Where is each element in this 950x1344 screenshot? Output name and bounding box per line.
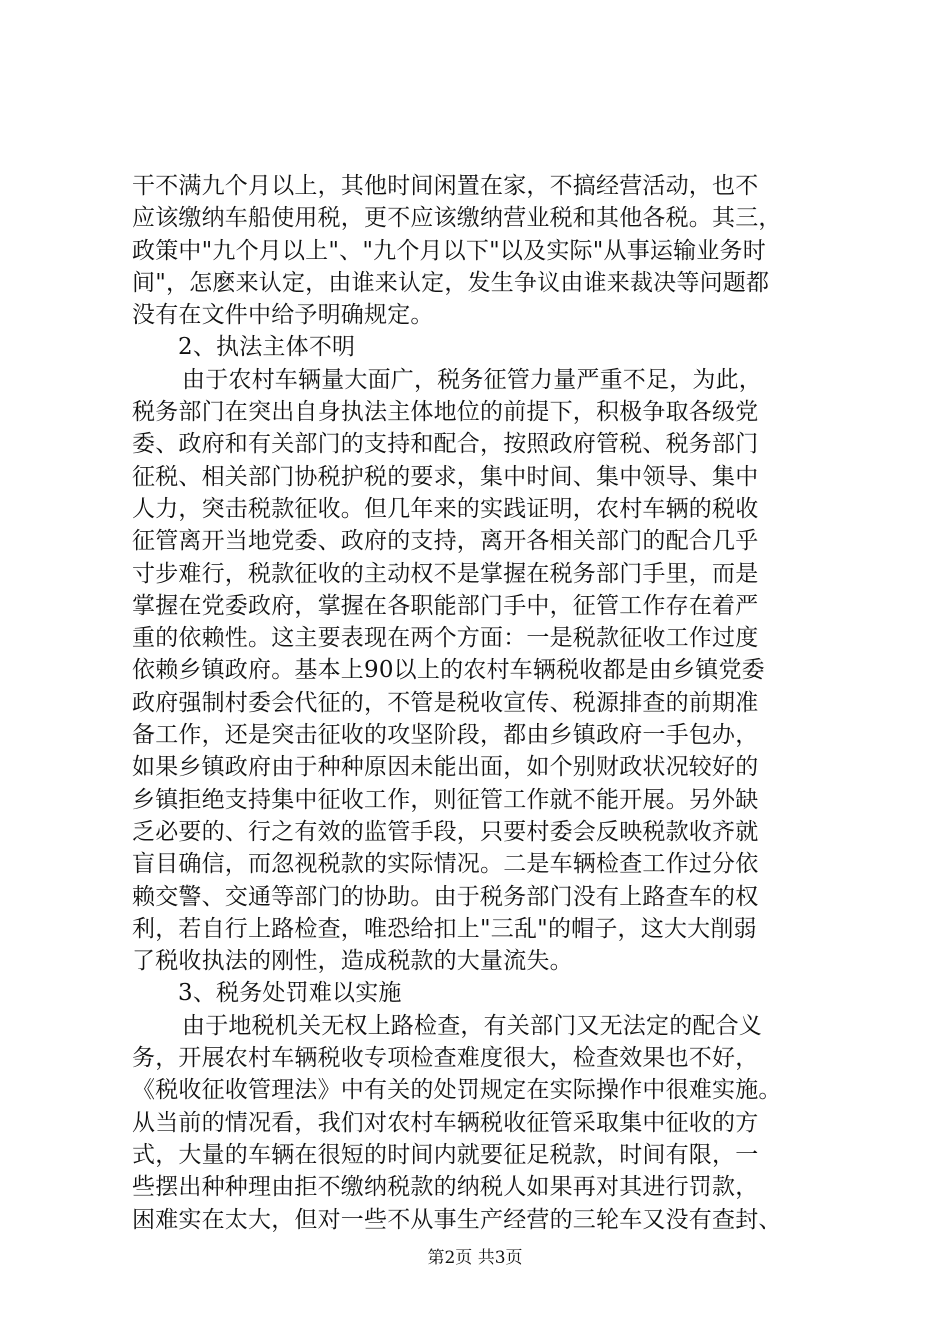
- paragraph-line: 乡镇拒绝支持集中征收工作，则征管工作就不能开展。另外缺: [132, 786, 759, 813]
- paragraph-line: 如果乡镇政府由于种种原因未能出面，如个别财政状况较好的: [132, 754, 759, 781]
- paragraph-line: 政策中"九个月以上"、"九个月以下"以及实际"从事运输业务时: [132, 237, 766, 264]
- paragraph-line: 赖交警、交通等部门的协助。由于税务部门没有上路查车的权: [132, 883, 759, 910]
- paragraph-line: 了税收执法的刚性，造成税款的大量流失。: [132, 948, 573, 975]
- paragraph-line: 困难实在太大，但对一些不从事生产经营的三轮车又没有查封、: [132, 1206, 782, 1233]
- paragraph-line: 由于地税机关无权上路检查，有关部门又无法定的配合义: [182, 1012, 762, 1039]
- page-footer: 第2页 共3页: [427, 1248, 523, 1268]
- paragraph-line: 征管离开当地党委、政府的支持，离开各相关部门的配合几乎: [132, 528, 759, 555]
- paragraph-line: 从当前的情况看，我们对农村车辆税收征管采取集中征收的方: [132, 1109, 759, 1136]
- document-body: [132, 170, 848, 1236]
- paragraph-line: 重的依赖性。这主要表现在两个方面：一是税款征收工作过度: [132, 625, 759, 652]
- paragraph-line: 盲目确信，而忽视税款的实际情况。二是车辆检查工作过分依: [132, 851, 759, 878]
- paragraph-line: 掌握在党委政府，掌握在各职能部门手中，征管工作存在着严: [132, 592, 759, 619]
- section-heading: 3、税务处罚难以实施: [178, 980, 402, 1007]
- section-heading: 2、执法主体不明: [178, 334, 356, 361]
- paragraph-line: 寸步难行，税款征收的主动权不是掌握在税务部门手里，而是: [132, 560, 759, 587]
- paragraph-line: 政府强制村委会代征的，不管是税收宣传、税源排查的前期准: [132, 689, 759, 716]
- paragraph-line: 没有在文件中给予明确规定。: [132, 302, 434, 329]
- paragraph-line: 委、政府和有关部门的支持和配合，按照政府管税、税务部门: [132, 431, 759, 458]
- paragraph-line: 征税、相关部门协税护税的要求，集中时间、集中领导、集中: [132, 463, 759, 490]
- paragraph-line: 应该缴纳车船使用税，更不应该缴纳营业税和其他各税。其三，: [132, 205, 782, 232]
- paragraph-line: 间"，怎麽来认定，由谁来认定，发生争议由谁来裁决等问题都: [132, 269, 770, 296]
- paragraph-line: 由于农村车辆量大面广，税务征管力量严重不足，为此，: [182, 366, 762, 393]
- paragraph-line: 干不满九个月以上，其他时间闲置在家，不搞经营活动，也不: [132, 173, 759, 199]
- paragraph-line: 人力，突击税款征收。但几年来的实践证明，农村车辆的税收: [132, 495, 759, 522]
- paragraph-line: 式，大量的车辆在很短的时间内就要征足税款，时间有限，一: [132, 1141, 759, 1168]
- paragraph-line: 务，开展农村车辆税收专项检查难度很大，检查效果也不好，: [132, 1045, 759, 1072]
- paragraph-line: 税务部门在突出自身执法主体地位的前提下，积极争取各级党: [132, 399, 759, 426]
- paragraph-line: 《税收征收管理法》中有关的处罚规定在实际操作中很难实施。: [132, 1077, 782, 1104]
- paragraph-line: 依赖乡镇政府。基本上90以上的农村车辆税收都是由乡镇党委: [132, 657, 765, 684]
- paragraph-line: 利，若自行上路检查，唯恐给扣上"三乱"的帽子，这大大削弱: [132, 915, 757, 942]
- paragraph-line: 乏必要的、行之有效的监管手段，只要村委会反映税款收齐就: [132, 818, 759, 845]
- paragraph-line: 备工作，还是突击征收的攻坚阶段，都由乡镇政府一手包办，: [132, 722, 759, 749]
- paragraph-line: 些摆出种种理由拒不缴纳税款的纳税人如果再对其进行罚款，: [132, 1174, 759, 1201]
